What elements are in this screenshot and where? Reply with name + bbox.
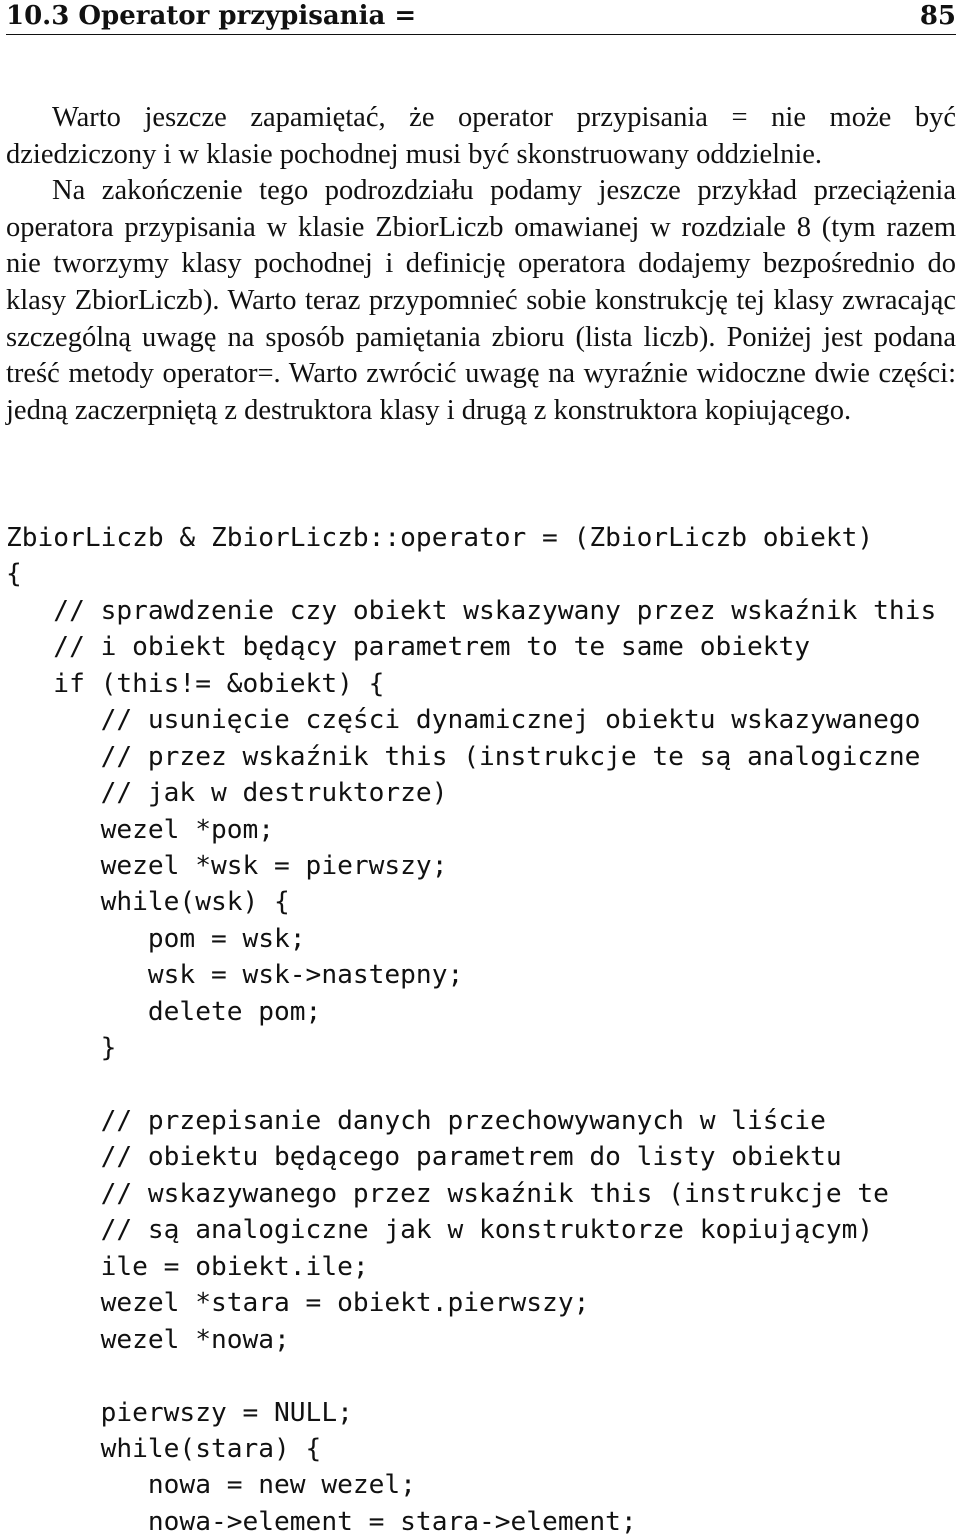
code-line: // obiektu będącego parametrem do listy obiektu: [6, 1142, 842, 1173]
code-line: pom = wsk;: [6, 923, 306, 954]
code-line: nowa->element = stara->element;: [6, 1506, 637, 1537]
code-line: while(stara) {: [6, 1433, 322, 1464]
code-line: ile = obiekt.ile;: [6, 1251, 369, 1282]
paragraph: Warto jeszcze zapamiętać, że operator przypisania = nie może być dziedziczony i w klasie pochodnej musi być skonstruowany oddzielnie.: [6, 102, 956, 170]
code-line: // przepisanie danych przechowywanych w liście: [6, 1106, 826, 1136]
section-title: 10.3 Operator przypisania =: [6, 1, 417, 31]
running-header: [6, 0, 956, 35]
body-text: [6, 100, 956, 429]
code-line: {: [6, 559, 22, 590]
code-line: // są analogiczne jak w konstruktorze kopiującym): [6, 1215, 874, 1246]
code-line: pierwszy = NULL;: [6, 1397, 353, 1428]
code-line: // jak w destruktorze): [6, 778, 448, 809]
code-line: [6, 1067, 956, 1103]
code-line: delete pom;: [6, 996, 322, 1027]
code-line: }: [6, 1033, 117, 1064]
code-line: // sprawdzenie czy obiekt wskazywany przez wskaźnik this: [6, 595, 937, 626]
code-line: // przez wskaźnik this (instrukcje te są analogiczne: [6, 741, 921, 772]
code-line: // wskazywanego przez wskaźnik this (instrukcje te: [6, 1178, 889, 1209]
page-number: 85: [919, 1, 956, 31]
code-line: nowa = new wezel;: [6, 1470, 416, 1501]
code-line: if (this!= &obiekt) {: [6, 668, 385, 699]
code-line: ZbiorLiczb & ZbiorLiczb::operator = (ZbiorLiczb obiekt): [6, 523, 874, 553]
code-line: wezel *pom;: [6, 814, 275, 845]
code-line: [6, 1358, 956, 1394]
code-line: wezel *wsk = pierwszy;: [6, 850, 448, 881]
code-line: while(wsk) {: [6, 887, 290, 918]
code-line: wezel *stara = obiekt.pierwszy;: [6, 1288, 590, 1319]
code-line: wsk = wsk->nastepny;: [6, 960, 464, 991]
paragraph: Na zakończenie tego podrozdziału podamy jeszcze przykład przeciążenia operatora przypisania w klasie ZbiorLiczb omawianej w rozdziale 8 (tym razem nie tworzymy klasy pochodnej i definicję operatora dodajemy bezpośrednio do klasy ZbiorLiczb). Warto teraz przypomnieć sobie konstrukcję tej klasy zwracając szczególną uwagę na sposób pamiętania zbioru (lista liczb). Poniżej jest podana treść metody operator=. Warto zwrócić uwagę na wyraźnie widoczne dwie części: jedną zaczerpniętą z destruktora klasy i drugą z konstruktora kopiującego.: [6, 175, 956, 426]
code-line: wezel *nowa;: [6, 1324, 290, 1355]
code-listing: [6, 520, 956, 1540]
code-line: // usunięcie części dynamicznej obiektu wskazywanego: [6, 705, 921, 736]
code-line: // i obiekt będący parametrem to te same obiekty: [6, 632, 811, 663]
